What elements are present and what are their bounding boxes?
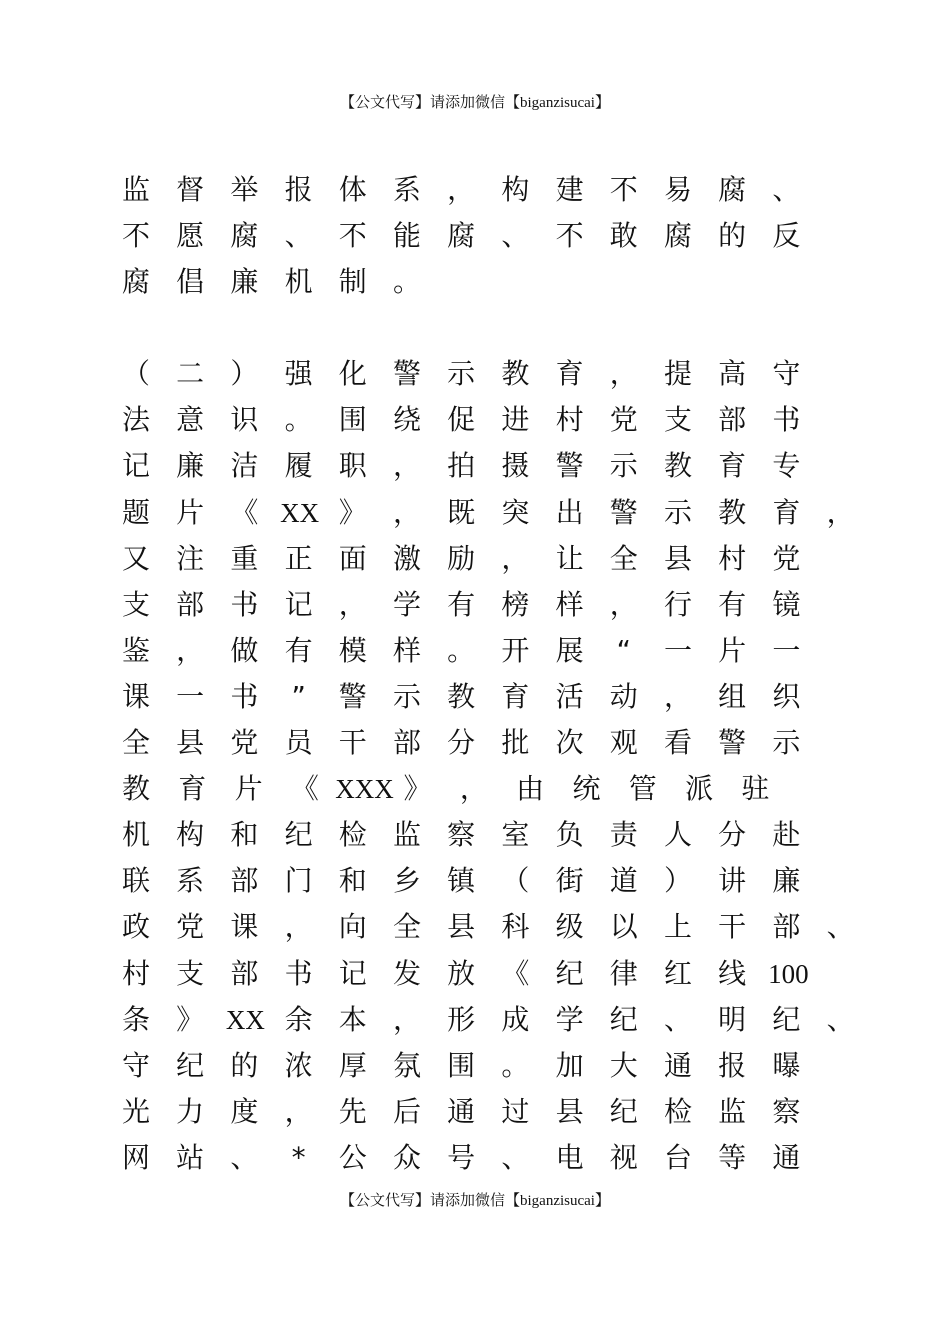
text-char: 体 — [338, 173, 367, 206]
text-char: 村 — [718, 541, 747, 575]
text-char: 、 — [663, 1002, 692, 1036]
text-char: 让 — [555, 541, 584, 575]
text-char: 律 — [609, 956, 638, 990]
text-char: 部 — [718, 403, 747, 437]
text-char: 一 — [772, 633, 801, 667]
text-char: 监 — [718, 1094, 747, 1128]
text-char: 镇 — [447, 864, 476, 898]
text-char: 励 — [447, 541, 476, 575]
text-char: 支 — [663, 403, 692, 437]
text-char: 书 — [230, 587, 259, 621]
text-line — [122, 628, 882, 674]
text-char: 警 — [338, 679, 367, 713]
text-char: 度 — [230, 1094, 259, 1128]
text-line — [122, 951, 882, 997]
text-char: 教 — [447, 679, 476, 713]
text-char: 、 — [826, 1002, 855, 1036]
text-line — [122, 904, 882, 950]
text-char: 课 — [121, 679, 150, 713]
text-char: 党 — [176, 910, 205, 944]
text-char: 学 — [392, 587, 421, 621]
text-char: 。 — [392, 265, 421, 299]
text-char: 负 — [555, 818, 584, 852]
text-char: 过 — [501, 1094, 530, 1128]
text-char: 党 — [609, 403, 638, 437]
text-char: 育 — [501, 679, 530, 713]
text-char: 干 — [338, 726, 367, 760]
text-char: 镜 — [772, 587, 801, 621]
text-char: 众 — [392, 1140, 421, 1174]
text-char: 责 — [609, 818, 638, 852]
text-char: 浓 — [284, 1048, 313, 1082]
text-char: 、 — [501, 1140, 530, 1174]
text-char: 支 — [121, 587, 150, 621]
text-char: 腐 — [447, 219, 476, 253]
text-char: 动 — [609, 679, 638, 713]
text-char: 样 — [555, 587, 584, 621]
text-char: 履 — [284, 449, 313, 483]
text-char: 全 — [392, 910, 421, 944]
text-char: 书 — [284, 956, 313, 990]
text-line — [122, 582, 882, 628]
text-char: 拍 — [447, 449, 476, 483]
text-char: 道 — [609, 864, 638, 898]
text-char: 通 — [663, 1048, 692, 1082]
text-char: 后 — [392, 1094, 421, 1128]
text-char: 赴 — [772, 818, 801, 852]
text-char: 政 — [121, 910, 150, 944]
text-char: 纪 — [772, 1002, 801, 1036]
paragraph — [122, 167, 882, 305]
text-char: 县 — [663, 541, 692, 575]
text-char: 纪 — [284, 818, 313, 852]
text-char: 敢 — [609, 219, 638, 253]
text-line — [122, 858, 882, 904]
text-char: 不 — [555, 219, 584, 253]
text-char: 全 — [609, 541, 638, 575]
text-char: 联 — [121, 864, 150, 898]
text-char: 职 — [338, 449, 367, 483]
text-char: 学 — [555, 1002, 584, 1036]
text-char: 纪 — [555, 956, 584, 990]
text-char: 样 — [392, 633, 421, 667]
text-char: 织 — [772, 679, 801, 713]
text-char: 报 — [718, 1048, 747, 1082]
text-char: 网 — [121, 1140, 150, 1174]
text-char: 党 — [230, 726, 259, 760]
text-char: 警 — [555, 449, 584, 483]
text-line — [122, 536, 882, 582]
text-char: 大 — [609, 1048, 638, 1082]
text-char: 看 — [663, 726, 692, 760]
text-char: XX — [280, 497, 320, 528]
text-char: 和 — [230, 818, 259, 852]
text-char: 由 — [516, 772, 545, 806]
text-char: 促 — [447, 403, 476, 437]
text-char: 纪 — [609, 1094, 638, 1128]
text-char: 派 — [685, 772, 714, 806]
text-char: 廉 — [230, 265, 259, 299]
text-line — [122, 259, 882, 305]
text-char: 激 — [392, 541, 421, 575]
text-char: 《 — [501, 956, 530, 990]
text-char: 分 — [718, 818, 747, 852]
text-char: 化 — [338, 357, 367, 391]
text-char: 等 — [718, 1140, 747, 1174]
text-char: 不 — [338, 219, 367, 253]
text-line — [122, 167, 882, 213]
text-char: 守 — [121, 1048, 150, 1082]
text-char: 制 — [338, 265, 367, 299]
text-char: 《 — [290, 772, 319, 806]
text-char: 。 — [501, 1048, 530, 1082]
text-char: 强 — [284, 357, 313, 391]
text-char: 警 — [718, 726, 747, 760]
text-char: 。 — [447, 633, 476, 667]
text-char: 本 — [338, 1002, 367, 1036]
text-char: 的 — [230, 1048, 259, 1082]
text-char: ， — [826, 495, 855, 529]
text-char: 专 — [772, 449, 801, 483]
text-char: 机 — [121, 818, 150, 852]
text-char: 有 — [447, 587, 476, 621]
text-char: 意 — [176, 403, 205, 437]
text-char: ， — [663, 679, 692, 713]
text-char: 讲 — [718, 864, 747, 898]
text-char: 、 — [284, 219, 313, 253]
text-char: 构 — [501, 173, 530, 206]
text-char: 开 — [501, 633, 530, 667]
text-char: 督 — [176, 173, 205, 206]
text-char: 正 — [284, 541, 313, 575]
text-line — [122, 720, 882, 766]
text-char: 洁 — [230, 449, 259, 483]
text-char: ， — [609, 357, 638, 391]
text-line — [122, 1089, 882, 1135]
text-char: 不 — [121, 219, 150, 253]
text-char: 驻 — [741, 772, 770, 806]
text-char: ， — [447, 173, 476, 206]
text-char: （ — [121, 357, 150, 391]
text-char: 察 — [772, 1094, 801, 1128]
text-char: （ — [501, 864, 530, 898]
text-char: 警 — [609, 495, 638, 529]
text-char: ” — [291, 679, 306, 713]
text-char: 既 — [447, 495, 476, 529]
text-char: ） — [663, 864, 692, 898]
text-char: 榜 — [501, 587, 530, 621]
paragraph-gap — [122, 305, 882, 351]
text-char: 先 — [338, 1094, 367, 1128]
text-char: 上 — [663, 910, 692, 944]
text-char: 台 — [663, 1140, 692, 1174]
text-char: 红 — [663, 956, 692, 990]
text-char: 高 — [718, 357, 747, 391]
text-char: 出 — [555, 495, 584, 529]
text-char: 》 — [403, 772, 432, 806]
text-char: 腐 — [121, 265, 150, 299]
text-char: 的 — [718, 219, 747, 253]
text-char: 县 — [447, 910, 476, 944]
text-line — [122, 812, 882, 858]
text-char: 监 — [121, 173, 150, 206]
text-char: 行 — [663, 587, 692, 621]
text-char: 一 — [663, 633, 692, 667]
text-char: 倡 — [176, 265, 205, 299]
text-char: 部 — [772, 910, 801, 944]
text-char: 做 — [230, 633, 259, 667]
text-char: 书 — [230, 679, 259, 713]
text-line — [122, 443, 882, 489]
text-char: 纪 — [176, 1048, 205, 1082]
text-char: ， — [459, 772, 488, 806]
text-char: 示 — [609, 449, 638, 483]
text-char: 记 — [338, 956, 367, 990]
text-line — [122, 1043, 882, 1089]
text-char: 公 — [338, 1140, 367, 1174]
text-char: 组 — [718, 679, 747, 713]
text-char: 活 — [555, 679, 584, 713]
text-char: 人 — [663, 818, 692, 852]
text-char: 进 — [501, 403, 530, 437]
text-char: 次 — [555, 726, 584, 760]
text-char: 明 — [718, 1002, 747, 1036]
text-char: ， — [176, 633, 205, 667]
text-char: 腐 — [230, 219, 259, 253]
text-char: 《 — [230, 495, 259, 529]
text-char: 示 — [392, 679, 421, 713]
text-char: ， — [392, 1002, 421, 1036]
text-char: 廉 — [772, 864, 801, 898]
text-char: ， — [501, 541, 530, 575]
text-line — [122, 397, 882, 443]
text-char: 观 — [609, 726, 638, 760]
text-char: 向 — [338, 910, 367, 944]
text-char: 力 — [176, 1094, 205, 1128]
text-char: 县 — [555, 1094, 584, 1128]
text-char: 鉴 — [121, 633, 150, 667]
text-char: 检 — [338, 818, 367, 852]
text-char: 、 — [501, 219, 530, 253]
text-char: 书 — [772, 403, 801, 437]
text-char: 警 — [392, 357, 421, 391]
text-char: 厚 — [338, 1048, 367, 1082]
text-char: 注 — [176, 541, 205, 575]
text-char: 能 — [392, 219, 421, 253]
text-char: 有 — [284, 633, 313, 667]
text-char: XX — [225, 1004, 265, 1035]
text-line — [122, 1135, 882, 1181]
text-char: 干 — [718, 910, 747, 944]
text-char: 摄 — [501, 449, 530, 483]
text-char: 检 — [663, 1094, 692, 1128]
text-char: 、 — [826, 910, 855, 944]
footer-note: 【公文代写】请添加微信【biganzisucai】 — [340, 1193, 610, 1209]
text-char: 记 — [284, 587, 313, 621]
text-char: 支 — [176, 956, 205, 990]
text-char: 教 — [718, 495, 747, 529]
text-char: 识 — [230, 403, 259, 437]
text-char: 村 — [555, 403, 584, 437]
text-char: 围 — [447, 1048, 476, 1082]
text-char: 条 — [121, 1002, 150, 1036]
text-char: 全 — [121, 726, 150, 760]
text-char: 加 — [555, 1048, 584, 1082]
text-char: 育 — [772, 495, 801, 529]
text-char: 村 — [121, 956, 150, 990]
text-char: 片 — [718, 633, 747, 667]
text-line — [122, 766, 882, 812]
text-char: 易 — [663, 173, 692, 206]
text-char: 重 — [230, 541, 259, 575]
text-char: 育 — [718, 449, 747, 483]
text-char: 腐 — [663, 219, 692, 253]
text-char: 示 — [663, 495, 692, 529]
text-char: 愿 — [176, 219, 205, 253]
text-char: 通 — [772, 1140, 801, 1174]
text-char: 二 — [176, 357, 205, 391]
text-char: 100 — [768, 958, 809, 989]
text-char: “ — [616, 633, 632, 667]
text-char: 乡 — [392, 864, 421, 898]
text-char: 》 — [338, 495, 367, 529]
text-char: 片 — [176, 495, 205, 529]
text-char: 法 — [121, 403, 150, 437]
text-char: ， — [609, 587, 638, 621]
text-char: 有 — [718, 587, 747, 621]
text-char: 余 — [284, 1002, 313, 1036]
text-line — [122, 997, 882, 1043]
text-char: 发 — [392, 956, 421, 990]
text-char: 教 — [501, 357, 530, 391]
text-char: 通 — [447, 1094, 476, 1128]
text-char: 站 — [176, 1140, 205, 1174]
text-line — [122, 351, 882, 397]
text-char: 题 — [121, 495, 150, 529]
text-char: * — [291, 1140, 306, 1174]
text-char: 示 — [447, 357, 476, 391]
text-line — [122, 490, 882, 536]
text-char: 街 — [555, 864, 584, 898]
text-char: 察 — [447, 818, 476, 852]
text-char: 片 — [234, 772, 263, 806]
text-char: 部 — [176, 587, 205, 621]
text-char: 和 — [338, 864, 367, 898]
text-char: 一 — [176, 679, 205, 713]
text-char: 》 — [176, 1002, 205, 1036]
text-char: ， — [338, 587, 367, 621]
text-char: 电 — [555, 1140, 584, 1174]
body-text — [122, 167, 882, 1181]
text-char: 报 — [284, 173, 313, 206]
header-note: 【公文代写】请添加微信【biganzisucai】 — [340, 95, 610, 111]
text-char: ， — [284, 910, 313, 944]
text-char: 视 — [609, 1140, 638, 1174]
text-line — [122, 674, 882, 720]
text-char: 氛 — [392, 1048, 421, 1082]
text-char: 管 — [628, 772, 657, 806]
text-char: 部 — [230, 864, 259, 898]
text-char: 反 — [772, 219, 801, 253]
text-char: ， — [392, 495, 421, 529]
text-char: 不 — [609, 173, 638, 206]
text-char: 成 — [501, 1002, 530, 1036]
text-char: 示 — [772, 726, 801, 760]
text-char: 统 — [572, 772, 601, 806]
text-char: ， — [284, 1094, 313, 1128]
text-char: ， — [392, 449, 421, 483]
text-char: 党 — [772, 541, 801, 575]
text-char: 以 — [609, 910, 638, 944]
text-char: 、 — [230, 1140, 259, 1174]
text-char: 建 — [555, 173, 584, 206]
text-char: 展 — [555, 633, 584, 667]
text-char: 员 — [284, 726, 313, 760]
text-char: 系 — [392, 173, 421, 206]
text-char: 提 — [663, 357, 692, 391]
text-char: 课 — [230, 910, 259, 944]
text-char: 放 — [447, 956, 476, 990]
paragraph — [122, 351, 882, 1181]
text-char: 记 — [121, 449, 150, 483]
text-char: 腐 — [718, 173, 747, 206]
text-char: 曝 — [772, 1048, 801, 1082]
text-char: 构 — [176, 818, 205, 852]
text-char: 形 — [447, 1002, 476, 1036]
text-char: 机 — [284, 265, 313, 299]
text-char: 。 — [284, 403, 313, 437]
text-char: 模 — [338, 633, 367, 667]
text-char: 绕 — [392, 403, 421, 437]
text-char: 分 — [447, 726, 476, 760]
text-char: 面 — [338, 541, 367, 575]
text-char: 教 — [121, 772, 150, 806]
text-line — [122, 213, 882, 259]
text-char: 号 — [447, 1140, 476, 1174]
text-char: 围 — [338, 403, 367, 437]
text-char: 突 — [501, 495, 530, 529]
text-char: 廉 — [176, 449, 205, 483]
text-char: 教 — [663, 449, 692, 483]
text-char: 纪 — [609, 1002, 638, 1036]
text-char: 守 — [772, 357, 801, 391]
text-char: 部 — [230, 956, 259, 990]
text-char: 举 — [230, 173, 259, 206]
text-char: 系 — [176, 864, 205, 898]
text-char: 县 — [176, 726, 205, 760]
text-char: XXX — [335, 774, 394, 805]
text-char: 育 — [555, 357, 584, 391]
text-char: ） — [230, 357, 259, 391]
text-char: 又 — [121, 541, 150, 575]
text-char: 监 — [392, 818, 421, 852]
text-char: 批 — [501, 726, 530, 760]
text-char: 科 — [501, 910, 530, 944]
text-char: 光 — [121, 1094, 150, 1128]
text-char: 育 — [178, 772, 207, 806]
text-char: 部 — [392, 726, 421, 760]
text-char: 、 — [772, 173, 801, 206]
text-char: 线 — [718, 956, 747, 990]
text-char: 级 — [555, 910, 584, 944]
text-char: 室 — [501, 818, 530, 852]
text-char: 门 — [284, 864, 313, 898]
